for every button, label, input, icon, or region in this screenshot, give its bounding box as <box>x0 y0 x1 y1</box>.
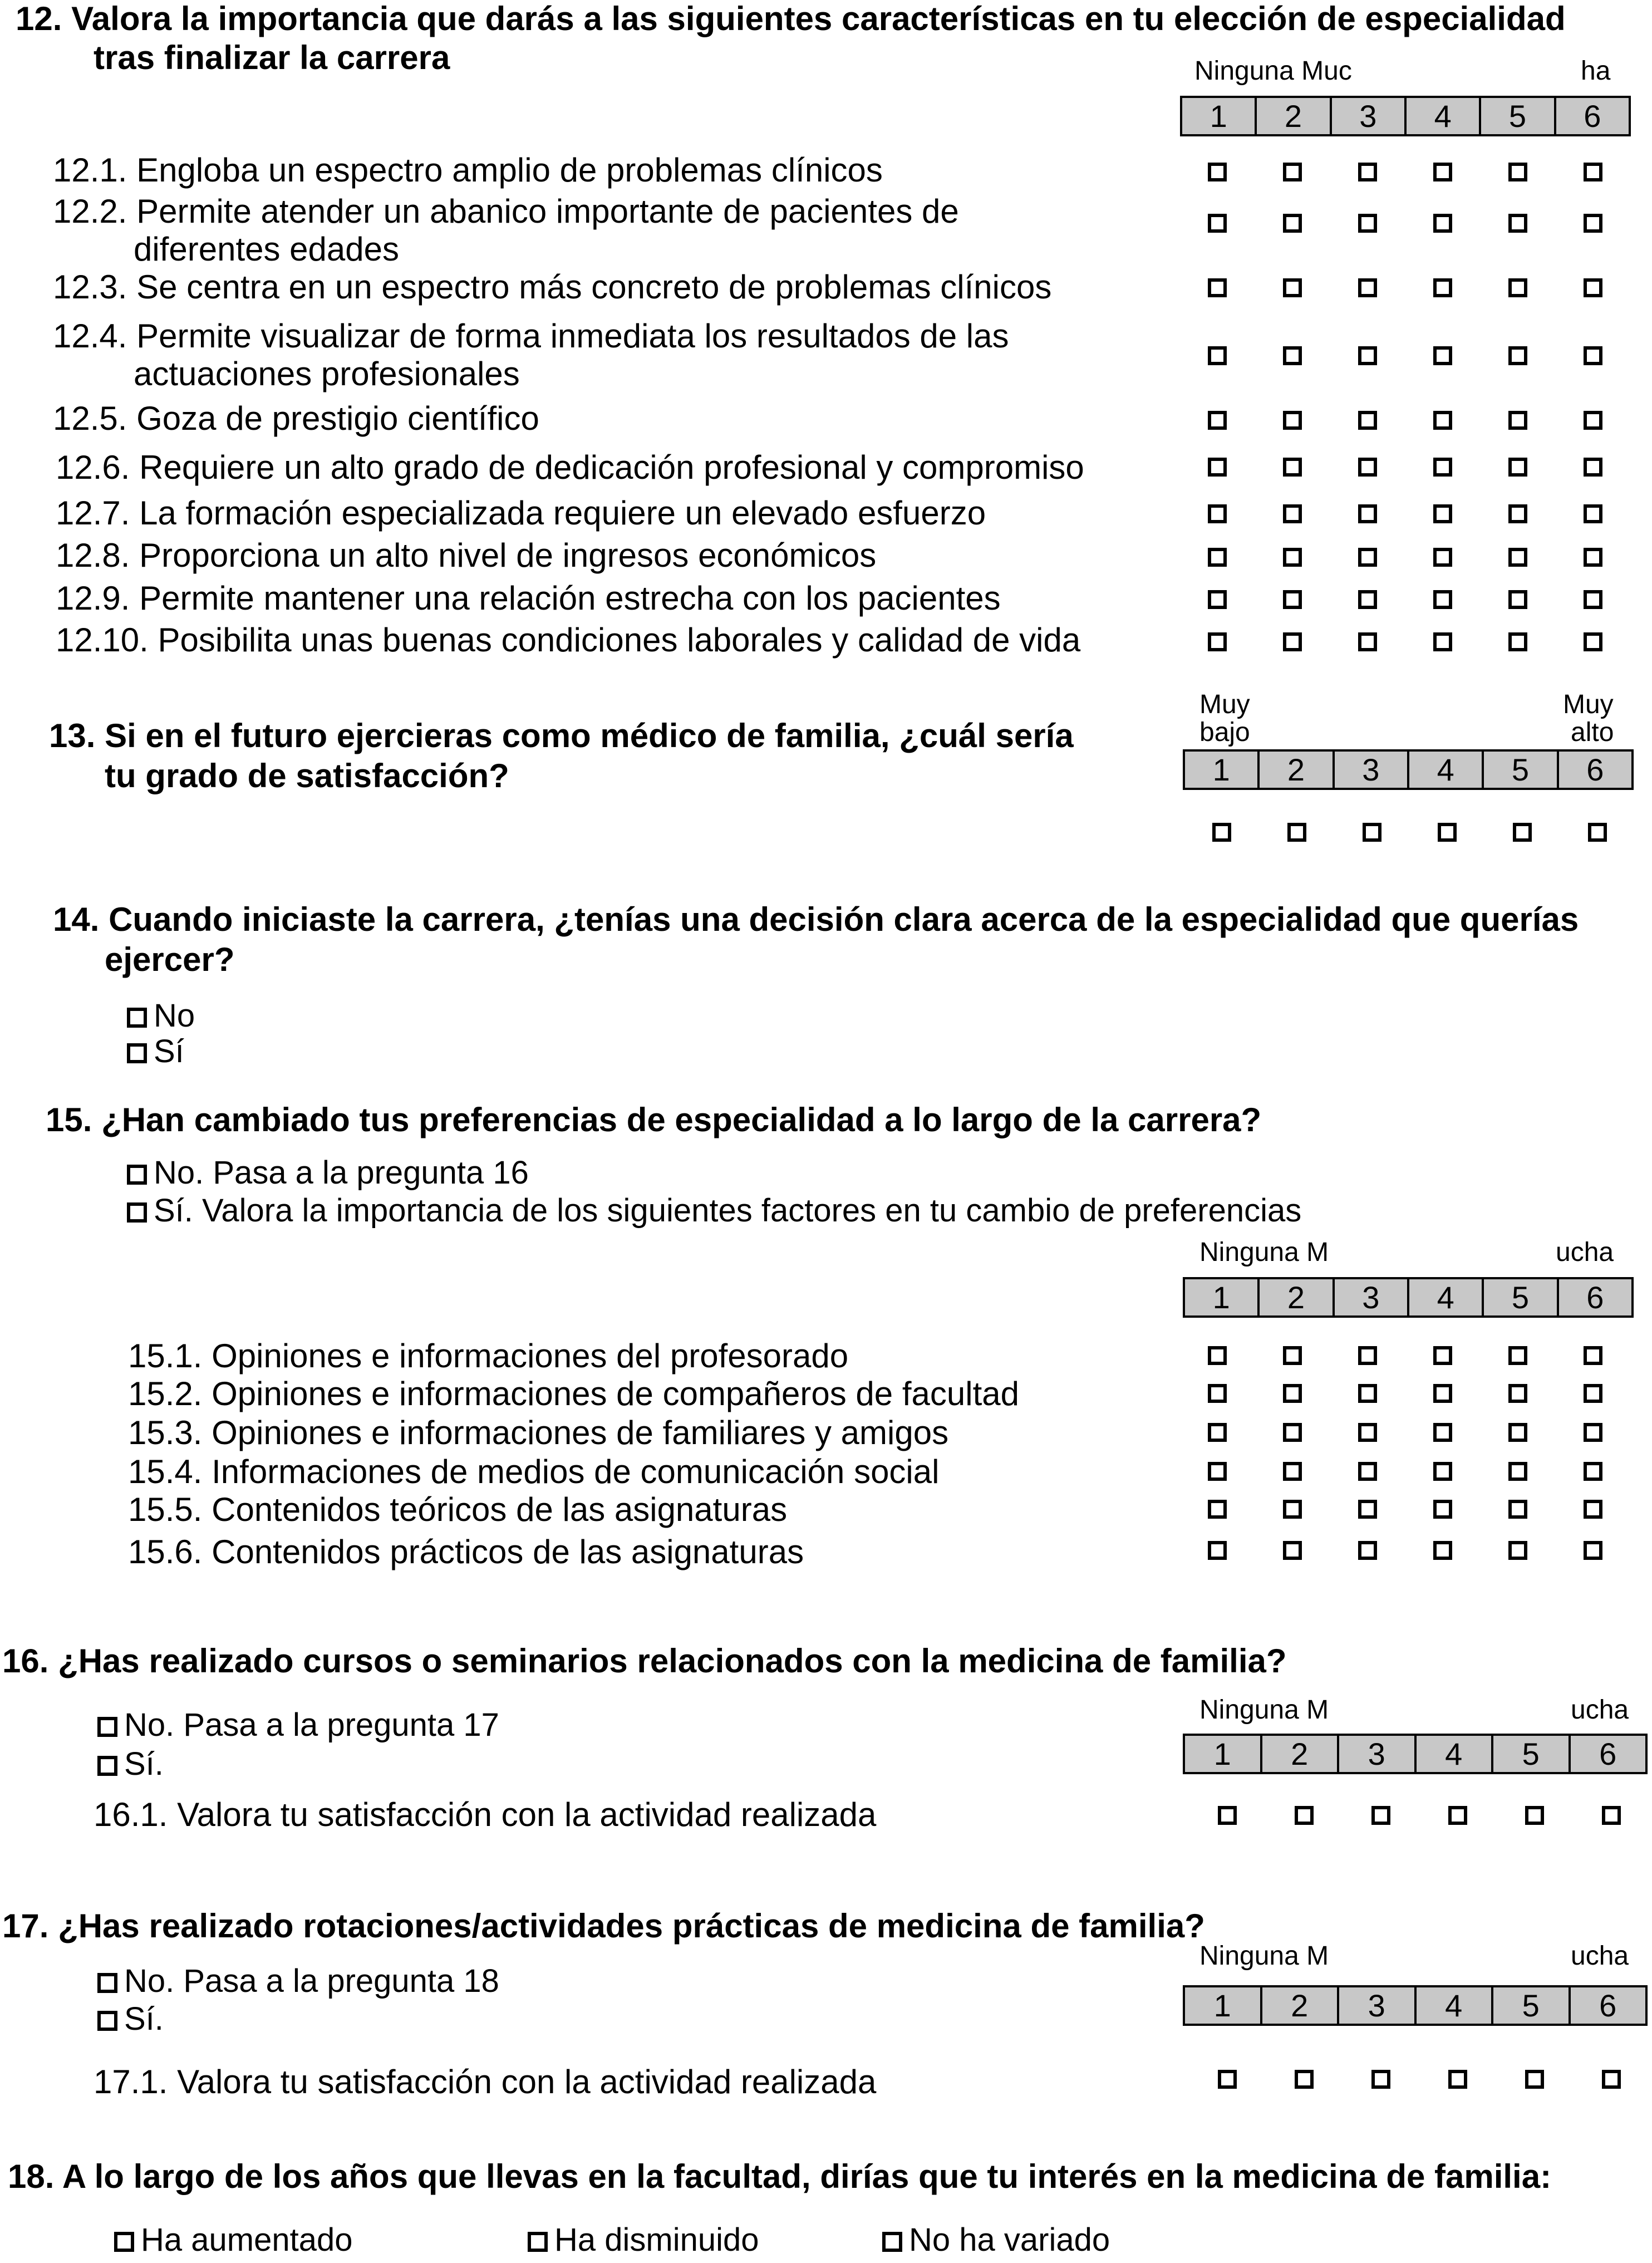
scale-value: 1 <box>1212 752 1230 787</box>
rating-checkbox[interactable] <box>1358 632 1377 651</box>
scale-value: 2 <box>1255 98 1329 134</box>
q16-scale-left-label: Ninguna M <box>1199 1695 1329 1725</box>
scale-value: 6 <box>1569 1736 1646 1772</box>
q15-rating-scale <box>1183 1277 1634 1318</box>
rating-checkbox[interactable] <box>1283 411 1302 430</box>
rating-checkbox[interactable] <box>1584 1346 1602 1365</box>
rating-checkbox[interactable] <box>1508 278 1527 297</box>
q18-option-increased[interactable] <box>114 2224 352 2256</box>
q12-item-4-cont: actuaciones profesionales <box>134 355 520 392</box>
rating-checkbox[interactable] <box>1508 163 1527 181</box>
option-label: No. Pasa a la pregunta 16 <box>154 1155 529 1191</box>
scale-value: 2 <box>1260 1987 1338 2024</box>
rating-checkbox[interactable] <box>1584 1541 1602 1560</box>
rating-checkbox[interactable] <box>1513 823 1532 842</box>
scale-value: 3 <box>1333 752 1407 788</box>
rating-checkbox[interactable] <box>1602 1806 1621 1825</box>
rating-checkbox[interactable] <box>1433 163 1452 181</box>
rating-checkbox[interactable] <box>1208 1500 1227 1519</box>
rating-checkbox[interactable] <box>1358 1500 1377 1519</box>
rating-checkbox[interactable] <box>1584 1423 1602 1442</box>
q12-item-5: 12.5. Goza de prestigio científico <box>53 400 539 437</box>
rating-checkbox[interactable] <box>1358 1346 1377 1365</box>
q16-scale-right-label: ucha <box>1571 1695 1629 1725</box>
rating-checkbox[interactable] <box>1358 1462 1377 1481</box>
option-label: No. Pasa a la pregunta 18 <box>124 1963 499 1999</box>
rating-checkbox[interactable] <box>1358 1423 1377 1442</box>
rating-checkbox[interactable] <box>1448 2070 1467 2089</box>
q12-item-9: 12.9. Permite mantener una relación estrecha con los pacientes <box>56 580 1001 617</box>
rating-checkbox[interactable] <box>1358 548 1377 567</box>
rating-checkbox[interactable] <box>1208 632 1227 651</box>
scale-value: 5 <box>1491 1736 1569 1772</box>
scale-value: 5 <box>1482 1279 1556 1315</box>
q12-item-8: 12.8. Proporciona un alto nivel de ingresos económicos <box>56 537 877 574</box>
q12-title: 12. Valora la importancia que darás a las siguientes características en tu elección de especialidad <box>16 0 1566 37</box>
rating-checkbox[interactable] <box>1283 504 1302 523</box>
rating-checkbox[interactable] <box>1433 1423 1452 1442</box>
rating-checkbox[interactable] <box>1283 214 1302 233</box>
rating-checkbox[interactable] <box>1283 590 1302 609</box>
rating-checkbox[interactable] <box>1208 346 1227 365</box>
rating-checkbox[interactable] <box>1208 1346 1227 1365</box>
q15-option-yes[interactable] <box>127 1192 1302 1229</box>
scale-value: 3 <box>1337 1736 1414 1772</box>
rating-checkbox[interactable] <box>1433 632 1452 651</box>
q15-item-4: 15.4. Informaciones de medios de comunicación social <box>128 1453 940 1490</box>
scale-value: 5 <box>1479 98 1553 134</box>
q14-title: 14. Cuando iniciaste la carrera, ¿tenías una decisión clara acerca de la especialidad que querías <box>53 901 1579 938</box>
rating-checkbox[interactable] <box>1508 1541 1527 1560</box>
q15-item-2: 15.2. Opiniones e informaciones de compañeros de facultad <box>128 1375 1019 1412</box>
rating-checkbox[interactable] <box>1433 411 1452 430</box>
rating-checkbox[interactable] <box>1208 590 1227 609</box>
q13-title-cont: tu grado de satisfacción? <box>105 757 509 794</box>
rating-checkbox[interactable] <box>1287 823 1306 842</box>
checkbox[interactable] <box>97 1973 117 1993</box>
scale-value: 1 <box>1213 1987 1231 2023</box>
checkbox[interactable] <box>528 2232 548 2252</box>
rating-checkbox[interactable] <box>1508 1423 1527 1442</box>
q17-option-yes[interactable] <box>97 2003 164 2035</box>
rating-checkbox[interactable] <box>1208 1541 1227 1560</box>
rating-checkbox[interactable] <box>1283 1500 1302 1519</box>
rating-checkbox[interactable] <box>1218 2070 1237 2089</box>
rating-checkbox[interactable] <box>1208 278 1227 297</box>
rating-checkbox[interactable] <box>1508 346 1527 365</box>
scale-value: 3 <box>1337 1987 1414 2024</box>
rating-checkbox[interactable] <box>1283 458 1302 477</box>
rating-checkbox[interactable] <box>1283 1346 1302 1365</box>
rating-checkbox[interactable] <box>1433 590 1452 609</box>
q12-item-4: 12.4. Permite visualizar de forma inmediata los resultados de las <box>53 317 1009 355</box>
rating-checkbox[interactable] <box>1295 1806 1314 1825</box>
q12-item-10: 12.10. Posibilita unas buenas condiciones laborales y calidad de vida <box>56 621 1081 659</box>
rating-checkbox[interactable] <box>1584 1500 1602 1519</box>
option-label: No. Pasa a la pregunta 17 <box>124 1707 499 1743</box>
rating-checkbox[interactable] <box>1584 346 1602 365</box>
rating-checkbox[interactable] <box>1208 1462 1227 1481</box>
scale-value: 6 <box>1569 1987 1646 2024</box>
rating-checkbox[interactable] <box>1433 346 1452 365</box>
checkbox[interactable] <box>97 1756 117 1776</box>
checkbox[interactable] <box>882 2232 902 2252</box>
rating-checkbox[interactable] <box>1508 1346 1527 1365</box>
rating-checkbox[interactable] <box>1438 823 1457 842</box>
scale-value: 6 <box>1557 1279 1631 1315</box>
rating-checkbox[interactable] <box>1508 504 1527 523</box>
rating-checkbox[interactable] <box>1363 823 1381 842</box>
q12-scale-right-label: ha <box>1581 56 1611 86</box>
scale-value: 5 <box>1491 1987 1569 2024</box>
rating-checkbox[interactable] <box>1433 1500 1452 1519</box>
option-label: Sí. <box>124 1746 164 1782</box>
rating-checkbox[interactable] <box>1508 458 1527 477</box>
rating-checkbox[interactable] <box>1212 823 1231 842</box>
q15-option-no[interactable] <box>127 1157 529 1189</box>
q16-item-1: 16.1. Valora tu satisfacción con la actividad realizada <box>94 1796 877 1833</box>
scale-value: 6 <box>1554 98 1629 134</box>
q13-scale-right-top: Muy <box>1563 690 1614 719</box>
rating-checkbox[interactable] <box>1525 2070 1544 2089</box>
q12-item-6: 12.6. Requiere un alto grado de dedicación profesional y compromiso <box>56 449 1084 486</box>
rating-checkbox[interactable] <box>1584 504 1602 523</box>
rating-checkbox[interactable] <box>1433 278 1452 297</box>
rating-checkbox[interactable] <box>1433 548 1452 567</box>
q16-option-yes[interactable] <box>97 1748 164 1780</box>
rating-checkbox[interactable] <box>1584 548 1602 567</box>
rating-checkbox[interactable] <box>1358 1541 1377 1560</box>
rating-checkbox[interactable] <box>1283 346 1302 365</box>
q14-option-no[interactable] <box>127 1000 195 1032</box>
rating-checkbox[interactable] <box>1371 1806 1390 1825</box>
q12-item-1: 12.1. Engloba un espectro amplio de problemas clínicos <box>53 151 883 189</box>
rating-checkbox[interactable] <box>1584 411 1602 430</box>
q18-title: 18. A lo largo de los años que llevas en la facultad, dirías que tu interés en la medicina de familia: <box>8 2158 1552 2195</box>
scale-value: 4 <box>1407 1279 1482 1315</box>
rating-checkbox[interactable] <box>1584 278 1602 297</box>
rating-checkbox[interactable] <box>1358 346 1377 365</box>
checkbox[interactable] <box>127 1043 147 1063</box>
rating-checkbox[interactable] <box>1283 548 1302 567</box>
rating-checkbox[interactable] <box>1358 411 1377 430</box>
rating-checkbox[interactable] <box>1283 1541 1302 1560</box>
rating-checkbox[interactable] <box>1358 214 1377 233</box>
q13-scale-left-top: Muy <box>1199 690 1250 719</box>
q12-item-2-cont: diferentes edades <box>134 230 400 268</box>
scale-value: 4 <box>1404 98 1479 134</box>
scale-value: 3 <box>1330 98 1404 134</box>
scale-value: 4 <box>1414 1987 1492 2024</box>
rating-checkbox[interactable] <box>1508 1384 1527 1403</box>
q17-rating-scale <box>1183 1985 1648 2026</box>
rating-checkbox[interactable] <box>1584 632 1602 651</box>
q15-item-6: 15.6. Contenidos prácticos de las asignaturas <box>128 1533 804 1570</box>
q13-title: 13. Si en el futuro ejercieras como médico de familia, ¿cuál sería <box>49 717 1074 754</box>
checkbox[interactable] <box>127 1165 147 1185</box>
rating-checkbox[interactable] <box>1283 163 1302 181</box>
rating-checkbox[interactable] <box>1295 2070 1314 2089</box>
q12-item-7: 12.7. La formación especializada requiere un elevado esfuerzo <box>56 494 986 532</box>
rating-checkbox[interactable] <box>1433 458 1452 477</box>
scale-value: 4 <box>1414 1736 1492 1772</box>
rating-checkbox[interactable] <box>1508 214 1527 233</box>
q16-rating-scale <box>1183 1734 1648 1774</box>
rating-checkbox[interactable] <box>1508 1462 1527 1481</box>
q14-title-cont: ejercer? <box>105 941 235 978</box>
checkbox[interactable] <box>97 1717 117 1737</box>
rating-checkbox[interactable] <box>1508 411 1527 430</box>
q18-option-decreased[interactable] <box>528 2224 759 2256</box>
checkbox[interactable] <box>114 2232 134 2252</box>
rating-checkbox[interactable] <box>1602 2070 1621 2089</box>
rating-checkbox[interactable] <box>1433 1541 1452 1560</box>
rating-checkbox[interactable] <box>1508 590 1527 609</box>
rating-checkbox[interactable] <box>1433 1346 1452 1365</box>
option-label: Ha aumentado <box>141 2222 353 2258</box>
rating-checkbox[interactable] <box>1358 1384 1377 1403</box>
rating-checkbox[interactable] <box>1208 214 1227 233</box>
option-label: Sí. <box>124 2001 164 2037</box>
option-label: Sí <box>154 1033 184 1069</box>
scale-value: 4 <box>1407 752 1482 788</box>
rating-checkbox[interactable] <box>1584 1462 1602 1481</box>
q17-item-1: 17.1. Valora tu satisfacción con la actividad realizada <box>94 2063 877 2100</box>
rating-checkbox[interactable] <box>1208 1423 1227 1442</box>
rating-checkbox[interactable] <box>1358 163 1377 181</box>
rating-checkbox[interactable] <box>1433 214 1452 233</box>
rating-checkbox[interactable] <box>1208 504 1227 523</box>
q15-item-3: 15.3. Opiniones e informaciones de familiares y amigos <box>128 1414 949 1451</box>
rating-checkbox[interactable] <box>1208 1384 1227 1403</box>
q12-rating-scale <box>1180 96 1631 136</box>
checkbox[interactable] <box>127 1202 147 1223</box>
rating-checkbox[interactable] <box>1283 1384 1302 1403</box>
q15-scale-right-label: ucha <box>1556 1238 1614 1267</box>
rating-checkbox[interactable] <box>1508 632 1527 651</box>
scale-value: 2 <box>1260 1736 1338 1772</box>
rating-checkbox[interactable] <box>1371 2070 1390 2089</box>
rating-checkbox[interactable] <box>1584 1384 1602 1403</box>
q18-option-unchanged[interactable] <box>882 2224 1110 2256</box>
q15-title: 15. ¿Han cambiado tus preferencias de especialidad a lo largo de la carrera? <box>46 1101 1262 1138</box>
q13-rating-scale <box>1183 749 1634 790</box>
rating-checkbox[interactable] <box>1508 548 1527 567</box>
q17-scale-left-label: Ninguna M <box>1199 1941 1329 1971</box>
q14-option-yes[interactable] <box>127 1035 184 1068</box>
checkbox[interactable] <box>97 2011 117 2031</box>
rating-checkbox[interactable] <box>1433 504 1452 523</box>
rating-checkbox[interactable] <box>1358 458 1377 477</box>
rating-checkbox[interactable] <box>1584 163 1602 181</box>
q13-scale-left-bottom: bajo <box>1199 718 1250 747</box>
rating-checkbox[interactable] <box>1208 163 1227 181</box>
q15-item-5: 15.5. Contenidos teóricos de las asignaturas <box>128 1491 788 1528</box>
rating-checkbox[interactable] <box>1358 590 1377 609</box>
option-label: No <box>154 998 195 1034</box>
rating-checkbox[interactable] <box>1584 214 1602 233</box>
checkbox[interactable] <box>127 1008 147 1028</box>
q12-item-3: 12.3. Se centra en un espectro más concreto de problemas clínicos <box>53 268 1052 306</box>
option-label: Sí. Valora la importancia de los siguientes factores en tu cambio de preferencias <box>154 1192 1302 1229</box>
scale-value: 5 <box>1482 752 1556 788</box>
rating-checkbox[interactable] <box>1588 823 1607 842</box>
rating-checkbox[interactable] <box>1208 458 1227 477</box>
option-label: No ha variado <box>909 2222 1110 2258</box>
rating-checkbox[interactable] <box>1208 411 1227 430</box>
scale-value: 1 <box>1213 1736 1231 1771</box>
q12-title-cont: tras finalizar la carrera <box>94 39 450 76</box>
q17-scale-right-label: ucha <box>1571 1941 1629 1971</box>
q16-option-no[interactable] <box>97 1709 499 1741</box>
q12-scale-left-label: Ninguna Muc <box>1194 56 1352 86</box>
q17-option-no[interactable] <box>97 1965 499 1997</box>
rating-checkbox[interactable] <box>1433 1462 1452 1481</box>
rating-checkbox[interactable] <box>1208 548 1227 567</box>
scale-value: 2 <box>1257 752 1332 788</box>
q12-item-2: 12.2. Permite atender un abanico importante de pacientes de <box>53 193 959 230</box>
q15-scale-left-label: Ninguna M <box>1199 1238 1329 1267</box>
rating-checkbox[interactable] <box>1508 1500 1527 1519</box>
scale-value: 1 <box>1210 98 1227 134</box>
rating-checkbox[interactable] <box>1283 632 1302 651</box>
scale-value: 2 <box>1257 1279 1332 1315</box>
q16-title: 16. ¿Has realizado cursos o seminarios relacionados con la medicina de familia? <box>2 1642 1287 1680</box>
rating-checkbox[interactable] <box>1283 1423 1302 1442</box>
scale-value: 1 <box>1212 1279 1230 1315</box>
rating-checkbox[interactable] <box>1358 504 1377 523</box>
q17-title: 17. ¿Has realizado rotaciones/actividades prácticas de medicina de familia? <box>2 1907 1205 1945</box>
rating-checkbox[interactable] <box>1283 1462 1302 1481</box>
rating-checkbox[interactable] <box>1358 278 1377 297</box>
scale-value: 3 <box>1333 1279 1407 1315</box>
rating-checkbox[interactable] <box>1218 1806 1237 1825</box>
rating-checkbox[interactable] <box>1433 1384 1452 1403</box>
rating-checkbox[interactable] <box>1283 278 1302 297</box>
scale-value: 6 <box>1557 752 1631 788</box>
rating-checkbox[interactable] <box>1448 1806 1467 1825</box>
option-label: Ha disminuido <box>554 2222 759 2258</box>
q13-scale-right-bottom: alto <box>1571 718 1614 747</box>
rating-checkbox[interactable] <box>1584 590 1602 609</box>
rating-checkbox[interactable] <box>1584 458 1602 477</box>
rating-checkbox[interactable] <box>1525 1806 1544 1825</box>
q15-item-1: 15.1. Opiniones e informaciones del profesorado <box>128 1337 849 1375</box>
